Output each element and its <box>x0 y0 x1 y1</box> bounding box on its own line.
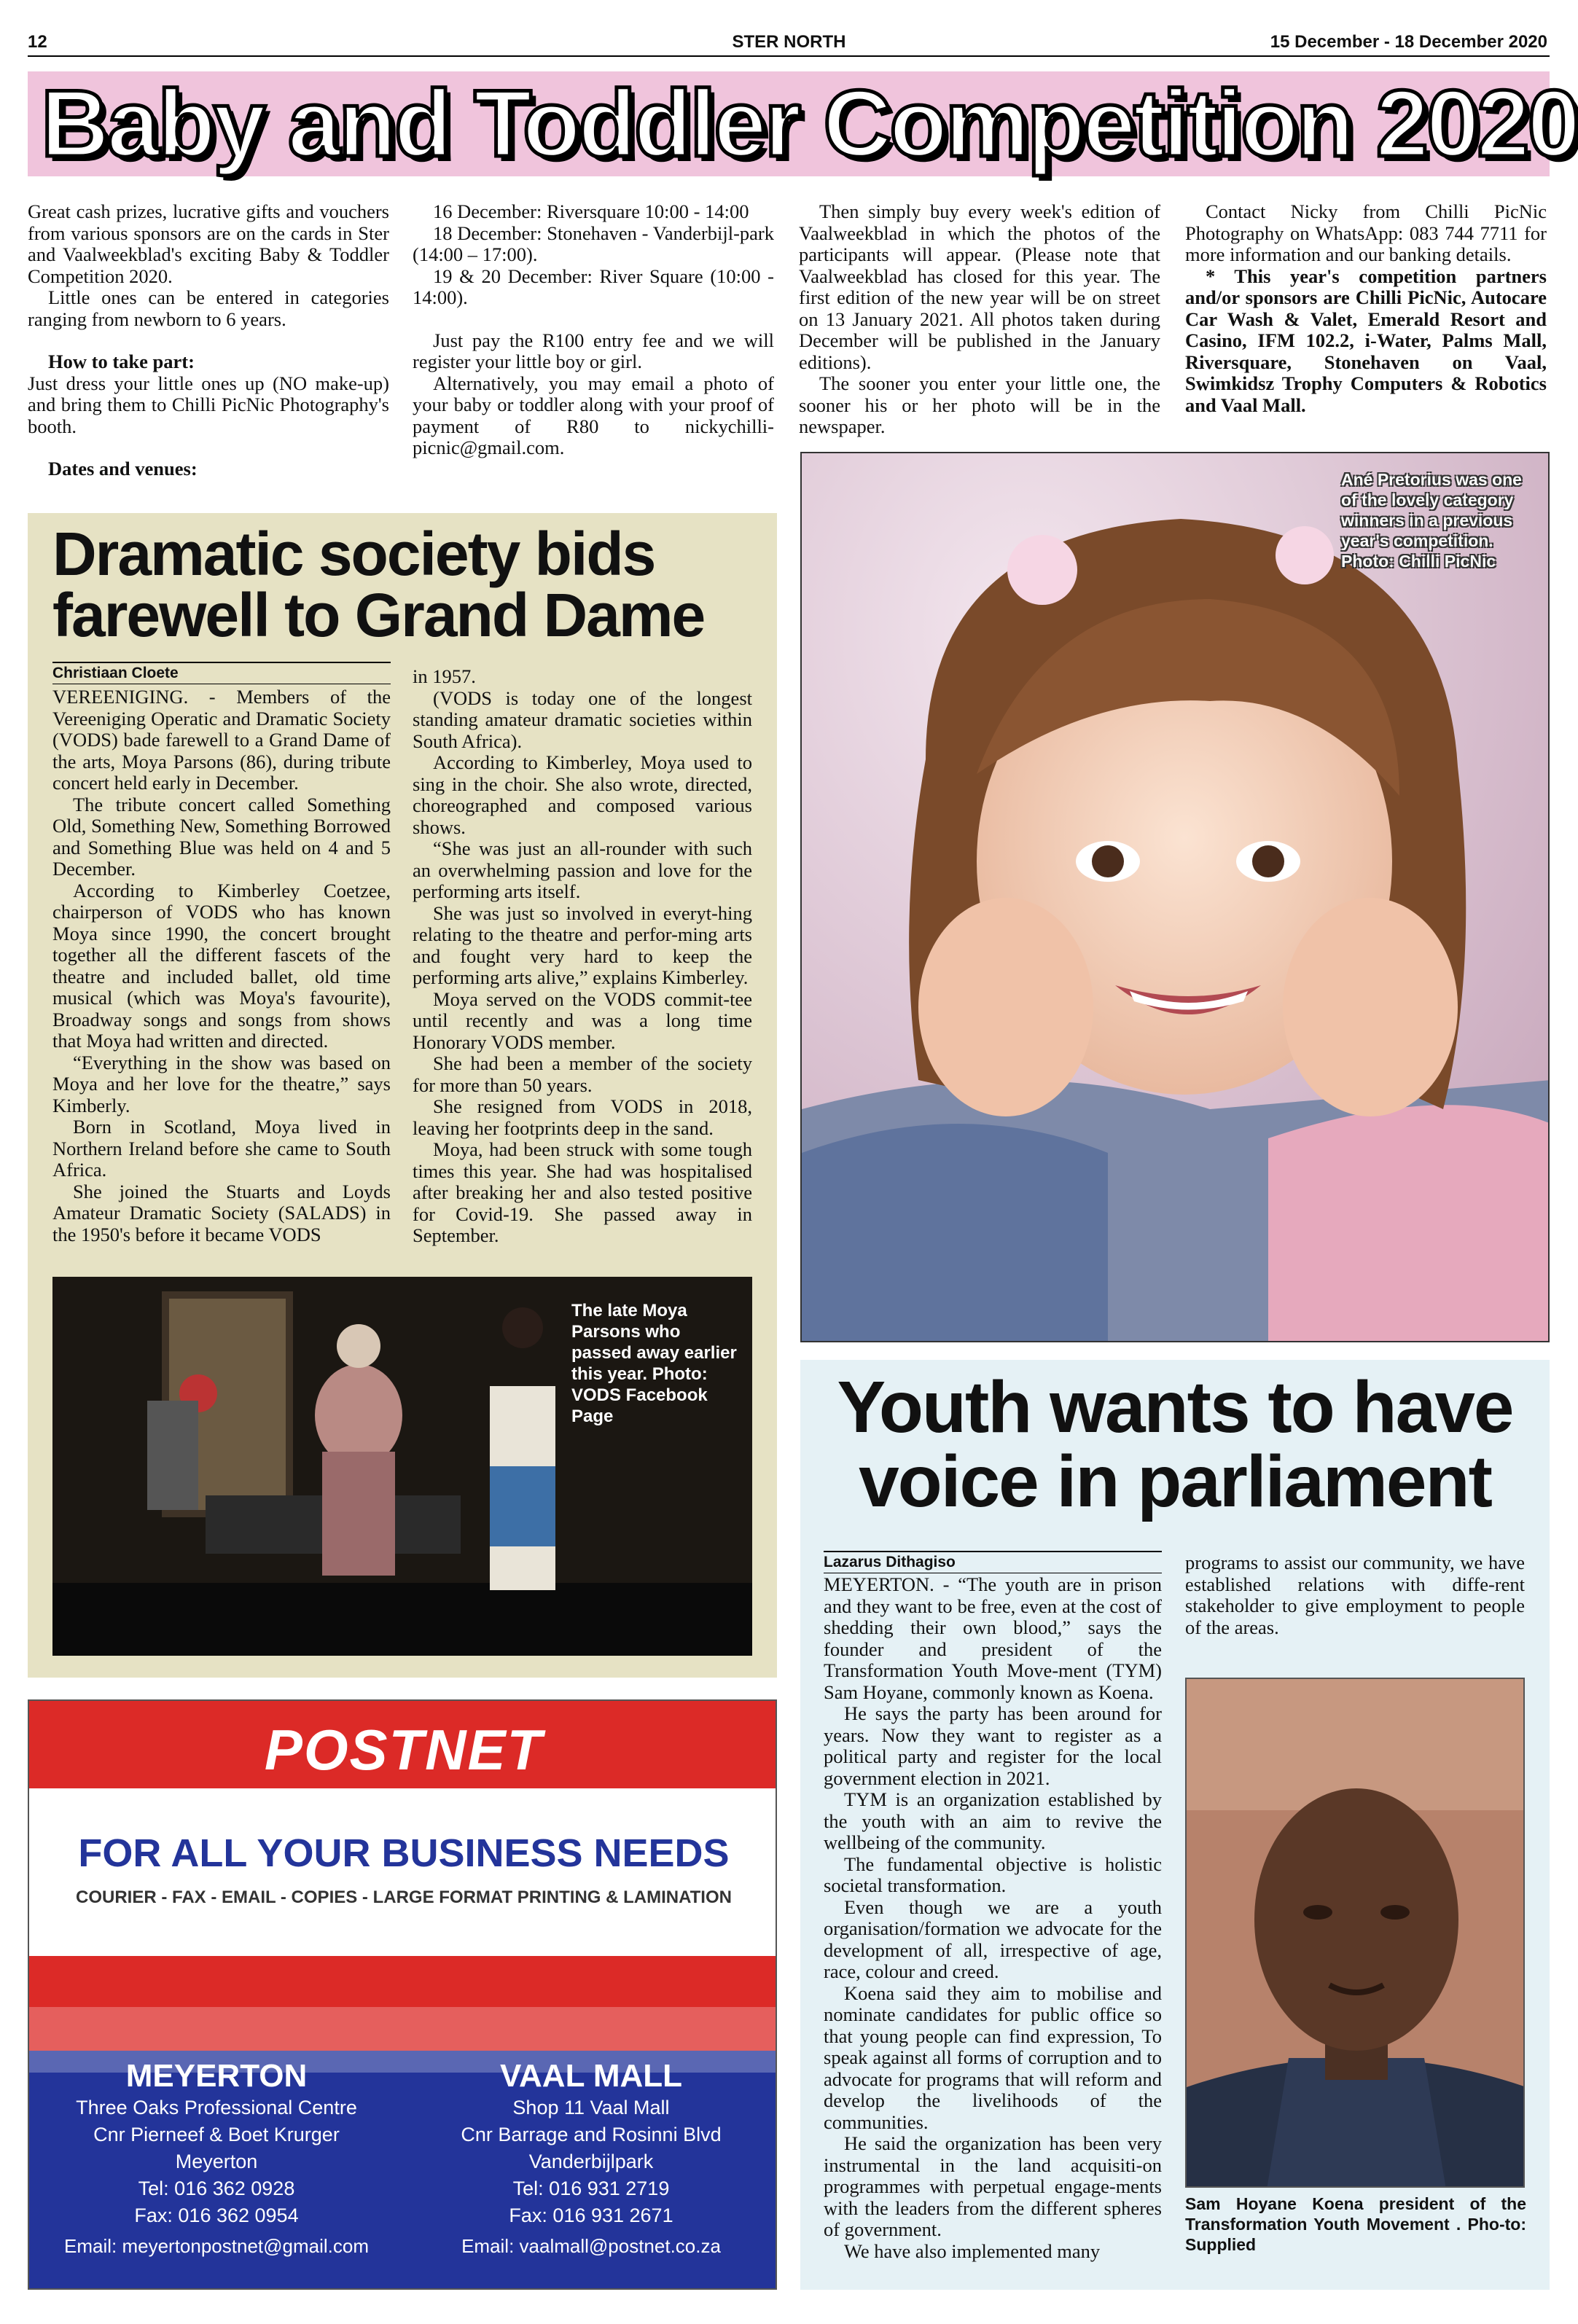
dramatic-paragraph: According to Kimberley Coetzee, chairperson of VODS who has known Moya since 1990, the concert brought together all the different fascets of the theatre and included ballet, old time musical (which was Moya's favourite), Broadway songs and songs from shows that Moya had written and directed. <box>52 879 391 1052</box>
dramatic-paragraph: Born in Scotland, Moya lived in Northern Ireland before she came to South Africa. <box>52 1116 391 1181</box>
sponsors-paragraph: * This year's competition partners and/or sponsors are Chilli PicNic, Autocare Car Wash & Valet, Emerald Resort and Casino, IFM 102.2, i-Water, Palms Mall, Riversquare, Stonehaven on Vaal, Swimkidsz Trophy Computers & Robotics and Vaal Mall. <box>1185 265 1547 416</box>
branch-fax: Fax: 016 362 0954 <box>134 2204 299 2226</box>
youth-paragraph: The fundamental objective is holistic societal transformation. <box>824 1852 1162 1896</box>
toddler-photo <box>800 452 1550 1342</box>
dramatic-column-1 <box>52 686 391 1245</box>
dramatic-paragraph: The tribute concert called Something Old, Something New, Something Borrowed and Something Blue was held on 4 and 5 December. <box>52 793 391 880</box>
youth-paragraph: We have also implemented many <box>844 2239 1101 2262</box>
postnet-advert <box>28 1699 777 2290</box>
competition-paragraph: Then simply buy every week's edition of Vaalweekblad in which the photos of the participants will appear. (Please note that Vaalweekblad has closed for this year. The first edition of the new year will be on street on 13 January 2021. All photos taken during December will be published in the January editions). <box>799 200 1160 373</box>
youth-paragraph: He says the party has been around for years. Now they want to register as a political party and register for the local government election in 2021. <box>824 1702 1162 1789</box>
dramatic-paragraph: VEREENIGING. - Members of the Vereeniging Operatic and Dramatic Society (VODS) bade farewell to a Grand Dame of the arts, Moya Parsons (86), during tribute concert held early in December. <box>52 686 391 794</box>
branch-meyerton <box>29 2058 404 2263</box>
postnet-logo: POSTNET <box>264 1718 544 1782</box>
banner-title: Baby and Toddler Competition 2020 <box>41 70 1578 176</box>
competition-column-3 <box>799 201 1160 438</box>
dramatic-paragraph: She was just so involved in everyt-hing relating to the theatre and perfor-ming arts and fought very hard to keep the performing arts alive,” explains Kimberley. <box>413 901 752 988</box>
dramatic-paragraph: She joined the Stuarts and Loyds Amateur Dramatic Society (SALADS) in the 1950's before it became VODS <box>52 1180 391 1245</box>
competition-paragraph: 18 December: Stonehaven - Vanderbijl-park (14:00 – 17:00). <box>413 222 774 265</box>
dates-venues-heading: Dates and venues: <box>48 458 198 480</box>
youth-paragraph: programs to assist our community, we have established relations with diffe-rent stakeholder to give employment to people of the areas. <box>1185 1552 1525 1638</box>
dramatic-paragraph: in 1957. <box>413 665 476 687</box>
branch-line: Meyerton <box>175 2151 258 2172</box>
youth-byline: Lazarus Dithagiso <box>824 1551 1162 1573</box>
issue-date: 15 December - 18 December 2020 <box>1270 32 1547 52</box>
dramatic-paragraph: According to Kimberley, Moya used to sing in the choir. She also wrote, directed, choreographed and composed various shows. <box>413 751 752 838</box>
stage-photo-caption: The late Moya Parsons who passed away earlier this year. Photo: VODS Facebook Page <box>571 1301 737 1426</box>
branch-tel: Tel: 016 931 2719 <box>512 2178 670 2199</box>
branch-name: VAAL MALL <box>499 2058 683 2094</box>
branch-email: Email: meyertonpostnet@gmail.com <box>64 2235 369 2257</box>
competition-paragraph: The sooner you enter your little one, the sooner his or her photo will be in the newspaper. <box>799 372 1160 437</box>
folio-rule <box>28 55 1550 57</box>
youth-column-1 <box>824 1574 1162 2262</box>
competition-paragraph: Contact Nicky from Chilli PicNic Photography on WhatsApp: 083 744 7711 for more information and our banking details. <box>1185 200 1547 265</box>
dramatic-paragraph: “Everything in the show was based on Moya and her love for the theatre,” says Kimberly. <box>52 1051 391 1116</box>
branch-line: Cnr Pierneef & Boet Krurger <box>93 2124 340 2145</box>
dramatic-headline: Dramatic society bids farewell to Grand Dame <box>52 520 705 649</box>
youth-paragraph: TYM is an organization established by the youth with an aim to revive the wellbeing of the community. <box>824 1788 1162 1853</box>
youth-headline: Youth wants to have voice in parliament <box>837 1366 1513 1522</box>
competition-paragraph: Just dress your little ones up (NO make-up) and bring them to Chilli PicNic Photography's booth. <box>28 372 389 437</box>
toddler-illustration <box>802 453 1550 1342</box>
branch-name: MEYERTON <box>125 2058 308 2094</box>
publication-name: STER NORTH <box>732 32 846 52</box>
dramatic-paragraph: “She was just an all-rounder with such an overwhelming passion and love for the performing arts itself. <box>413 837 752 902</box>
toddler-photo-caption: Ané Pretorius was one of the lovely category winners in a previous year's competition. Photo: Chilli PicNic <box>1341 470 1522 571</box>
stage-photo <box>52 1277 752 1656</box>
branch-email: Email: vaalmall@postnet.co.za <box>461 2235 721 2257</box>
dramatic-paragraph: Moya served on the VODS commit-tee until recently and was a long time Honorary VODS member. <box>413 987 752 1053</box>
dramatic-paragraph: She had been a member of the society for more than 50 years. <box>413 1052 752 1096</box>
branch-line: Vanderbijlpark <box>528 2151 654 2172</box>
how-to-take-part-heading: How to take part: <box>48 351 195 372</box>
branch-line: Cnr Barrage and Rosinni Blvd <box>461 2124 722 2145</box>
competition-paragraph: Great cash prizes, lucrative gifts and vouchers from various sponsors are on the cards in Ster and Vaalweekblad's exciting Baby & Toddler Competition 2020. <box>28 200 389 287</box>
competition-banner <box>28 70 1578 176</box>
youth-paragraph: Koena said they aim to mobilise and nominate candidates for public office so that young people can find expression, To speak against all forms of corruption and to advocate for programs that will reform and develop the livelihoods of the communities. <box>824 1981 1162 2133</box>
dramatic-paragraph: (VODS is today one of the longest standing amateur dramatic societies within South Africa). <box>413 686 752 752</box>
branch-vaal-mall <box>404 2058 777 2263</box>
page-number: 12 <box>28 32 47 52</box>
dramatic-paragraph: Moya, had been struck with some tough times this year. She had was hospitalised after breaking her and also tested positive for Covid-19. She passed away in September. <box>413 1138 752 1246</box>
youth-paragraph: Even though we are a youth organisation/formation we advocate for the development of all, irrespective of age, race, colour and creed. <box>824 1895 1162 1982</box>
competition-column-2 <box>413 201 774 459</box>
koena-photo <box>1185 1678 1525 2188</box>
competition-paragraph: Alternatively, you may email a photo of your baby or toddler along with your proof of payment of R80 to nickychilli-picnic@gmail.com. <box>413 372 774 458</box>
branch-line: Shop 11 Vaal Mall <box>512 2097 670 2118</box>
competition-paragraph: Just pay the R100 entry fee and we will register your little boy or girl. <box>413 329 774 372</box>
competition-column-4 <box>1185 201 1547 416</box>
branch-fax: Fax: 016 931 2671 <box>509 2204 673 2226</box>
youth-paragraph: He said the organization has been very instrumental in the land acquisiti-on programmes with perpetual engage-ments with the leaders from the different spheres of government. <box>824 2132 1162 2240</box>
dramatic-paragraph: She resigned from VODS in 2018, leaving her footprints deep in the sand. <box>413 1095 752 1139</box>
competition-column-1 <box>28 201 389 480</box>
competition-paragraph: 19 & 20 December: River Square (10:00 - 14:00). <box>413 265 774 308</box>
competition-paragraph: Little ones can be entered in categories ranging from newborn to 6 years. <box>28 286 389 330</box>
koena-illustration <box>1187 1679 1525 2188</box>
ad-services: COURIER - FAX - EMAIL - COPIES - LARGE FORMAT PRINTING & LAMINATION <box>76 1887 732 1907</box>
koena-photo-caption: Sam Hoyane Koena president of the Transformation Youth Movement . Pho-to: Supplied <box>1185 2194 1526 2254</box>
youth-column-2 <box>1185 1552 1525 1638</box>
competition-paragraph: 16 December: Riversquare 10:00 - 14:00 <box>433 200 749 222</box>
dramatic-column-2 <box>413 666 752 1247</box>
youth-paragraph: MEYERTON. - “The youth are in prison and they want to be free, even at the cost of shedding their own blood,” says the founder and president of the Transformation Youth Move-ment (TYM) Sam Hoyane, commonly known as Koena. <box>824 1573 1162 1703</box>
branch-tel: Tel: 016 362 0928 <box>138 2178 295 2199</box>
dramatic-byline: Christiaan Cloete <box>52 662 391 684</box>
branch-line: Three Oaks Professional Centre <box>76 2097 357 2118</box>
ad-tagline: FOR ALL YOUR BUSINESS NEEDS <box>78 1831 730 1875</box>
